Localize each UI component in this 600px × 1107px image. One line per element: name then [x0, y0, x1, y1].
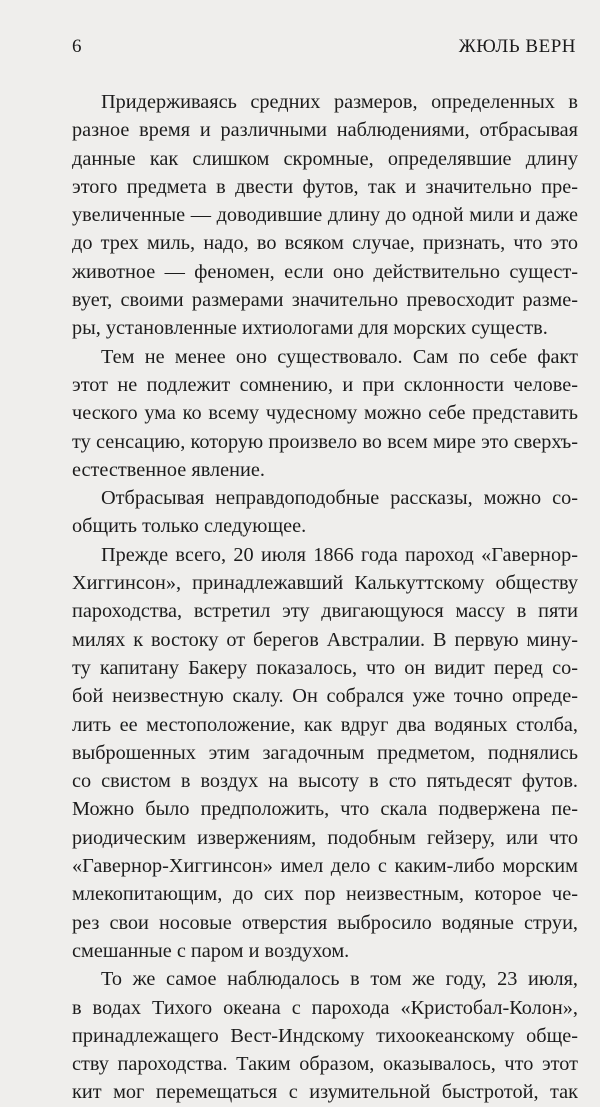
paragraph — [72, 484, 578, 541]
text-line: ту капитану Бакеру показалось, что он видит перед со- — [72, 656, 578, 679]
text-line: кит мог перемещаться с изумительной быстротой, так — [72, 1081, 578, 1104]
text-line: Тем не менее оно существовало. Сам по себе факт — [101, 345, 578, 368]
text-line: Можно было предположить, что скала подвержена пе- — [72, 798, 578, 821]
body-text — [72, 88, 578, 1107]
text-line: разное время и различными наблюдениями, отбрасывая — [72, 119, 578, 142]
text-line: животное — феномен, если оно действительно сущест- — [72, 260, 578, 283]
text-line: млекопитающим, до сих пор неизвестным, которое че- — [72, 883, 578, 906]
text-line: до трех миль, надо, во всяком случае, признать, что это — [72, 232, 578, 255]
text-line: смешанные с паром и воздухом. — [72, 939, 350, 962]
page-number: 6 — [72, 36, 82, 57]
text-line: в водах Тихого океана с парохода «Кристобал-Колон», — [72, 996, 578, 1019]
text-line: принадлежащего Вест-Индскому тихоокеанскому обще- — [72, 1024, 578, 1047]
paragraph — [72, 965, 578, 1106]
text-line: рез свои носовые отверстия выбросило водяные струи, — [72, 911, 578, 934]
text-line: естественное явление. — [72, 458, 265, 481]
text-line: лить ее местоположение, как вдруг два водяных столба, — [72, 713, 578, 736]
text-line: бой неизвестную скалу. Он собрался уже точно опреде- — [72, 685, 578, 708]
text-line: общить только следующее. — [72, 515, 307, 538]
text-line: ческого ума ко всему чудесному можно себе представить — [72, 402, 578, 425]
text-line: Придерживаясь средних размеров, определенных в — [101, 91, 578, 113]
text-line: милях к востоку от берегов Австралии. В первую мину- — [72, 628, 578, 651]
page-header — [72, 36, 576, 64]
text-line: выброшенных этим загадочным предметом, поднялись — [72, 741, 578, 764]
text-line: Отбрасывая неправдоподобные рассказы, можно со- — [101, 487, 578, 510]
text-line: ству пароходства. Таким образом, оказывалось, что этот — [72, 1053, 578, 1076]
text-line: риодическим извержениям, подобным гейзеру, или что — [72, 826, 578, 849]
text-line: Хиггинсон», принадлежавший Калькуттскому обществу — [72, 572, 578, 595]
text-line: ры, установленные ихтиологами для морских существ. — [72, 317, 548, 340]
text-line: ту сенсацию, которую произвело во всем мире это сверхъ- — [72, 430, 578, 453]
text-line: этот не подлежит сомнению, и при склонности челове- — [72, 373, 578, 396]
text-line: со свистом в воздух на высоту в сто пятьдесят футов. — [72, 770, 578, 793]
text-line: увеличенные — доводившие длину до одной мили и даже — [72, 204, 578, 227]
text-line: этого предмета в двести футов, так и значительно пре- — [72, 175, 578, 198]
text-line: пароходства, встретил эту двигающуюся массу в пяти — [72, 600, 578, 623]
paragraph — [72, 343, 578, 484]
text-line: вует, своими размерами значительно превосходит разме- — [72, 289, 578, 312]
text-line: То же самое наблюдалось в том же году, 23 июля, — [101, 968, 578, 991]
text-line: «Гавернор-Хиггинсон» имел дело с каким-либо морским — [72, 855, 578, 878]
text-line: данные как слишком скромные, определявшие длину — [72, 147, 578, 170]
paragraph — [72, 88, 578, 343]
running-head: ЖЮЛЬ ВЕРН — [458, 36, 576, 57]
text-line: Прежде всего, 20 июля 1866 года пароход «Гавернор- — [101, 543, 578, 566]
paragraph — [72, 541, 578, 965]
